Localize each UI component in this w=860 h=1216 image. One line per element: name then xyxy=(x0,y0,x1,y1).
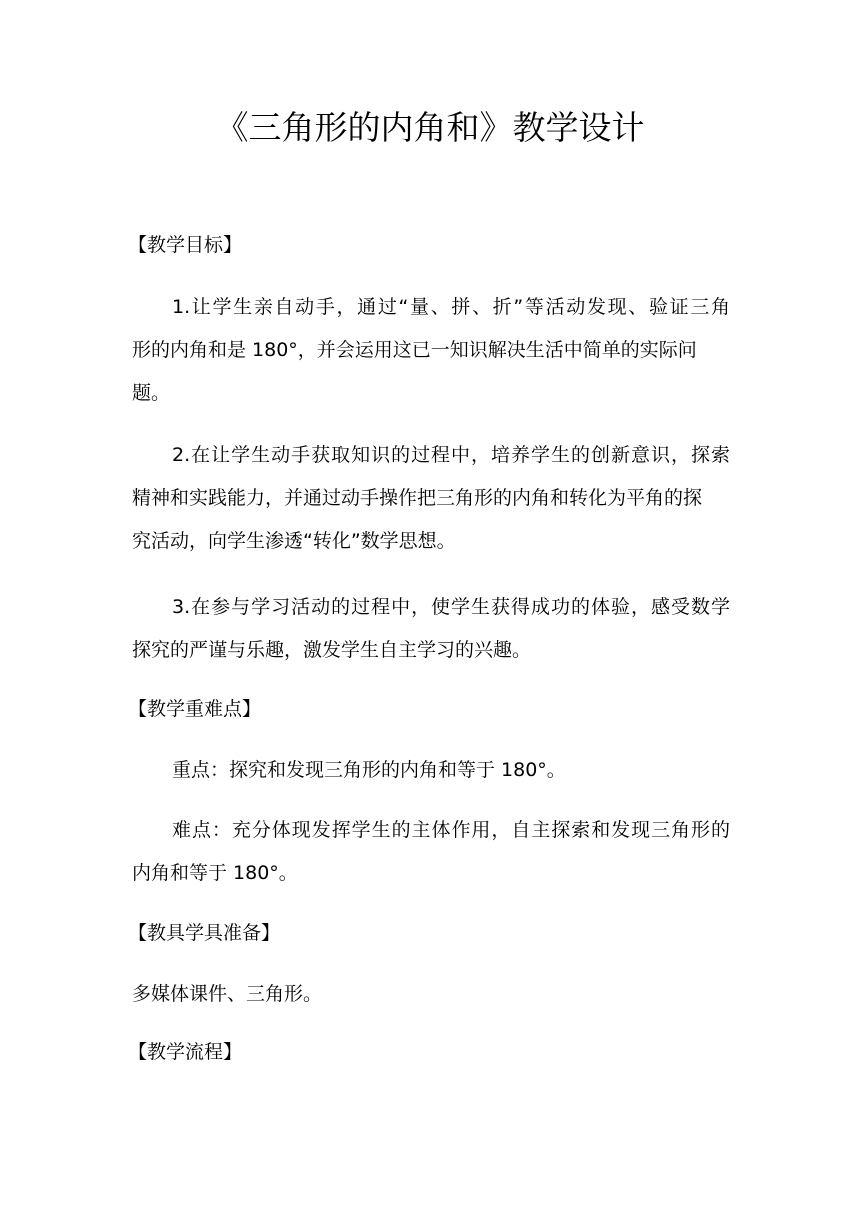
objective-1-line-3: 题。 xyxy=(132,382,171,404)
objective-1-line-1: 1.让学生亲自动手，通过“量、拼、折”等活动发现、验证三角 xyxy=(172,296,730,318)
section-heading-objectives: 【教学目标】 xyxy=(128,234,243,256)
objective-2-line-1: 2.在让学生动手获取知识的过程中，培养学生的创新意识，探索 xyxy=(172,444,730,466)
difficult-point-line-1: 难点：充分体现发挥学生的主体作用，自主探索和发现三角形的 xyxy=(172,819,730,841)
objective-2-line-3: 究活动，向学生渗透“转化”数学思想。 xyxy=(132,530,456,552)
objective-item-3 xyxy=(132,592,730,665)
section-heading-key-points: 【教学重难点】 xyxy=(128,698,262,720)
difficult-point-line-2: 内角和等于 180°。 xyxy=(132,862,298,884)
document-title: 《三角形的内角和》教学设计 xyxy=(215,108,645,147)
objective-item-1 xyxy=(132,292,730,408)
objective-2-line-2: 精神和实践能力，并通过动手操作把三角形的内角和转化为平角的探 xyxy=(132,487,703,509)
materials-text xyxy=(132,979,730,1009)
key-point-text: 重点：探究和发现三角形的内角和等于 180°。 xyxy=(172,759,566,781)
objective-3-line-1: 3.在参与学习活动的过程中，使学生获得成功的体验，感受数学 xyxy=(172,596,730,618)
materials-line: 多媒体课件、三角形。 xyxy=(132,983,323,1005)
section-heading-process: 【教学流程】 xyxy=(128,1041,243,1063)
objective-3-line-2: 探究的严谨与乐趣，激发学生自主学习的兴趣。 xyxy=(132,639,532,661)
objective-1-line-2: 形的内角和是 180°，并会运用这已一知识解决生活中简单的实际问 xyxy=(132,339,697,361)
section-heading-materials: 【教具学具准备】 xyxy=(128,922,281,944)
key-point xyxy=(132,755,730,785)
objective-item-2 xyxy=(132,440,730,556)
difficult-point xyxy=(132,815,730,888)
